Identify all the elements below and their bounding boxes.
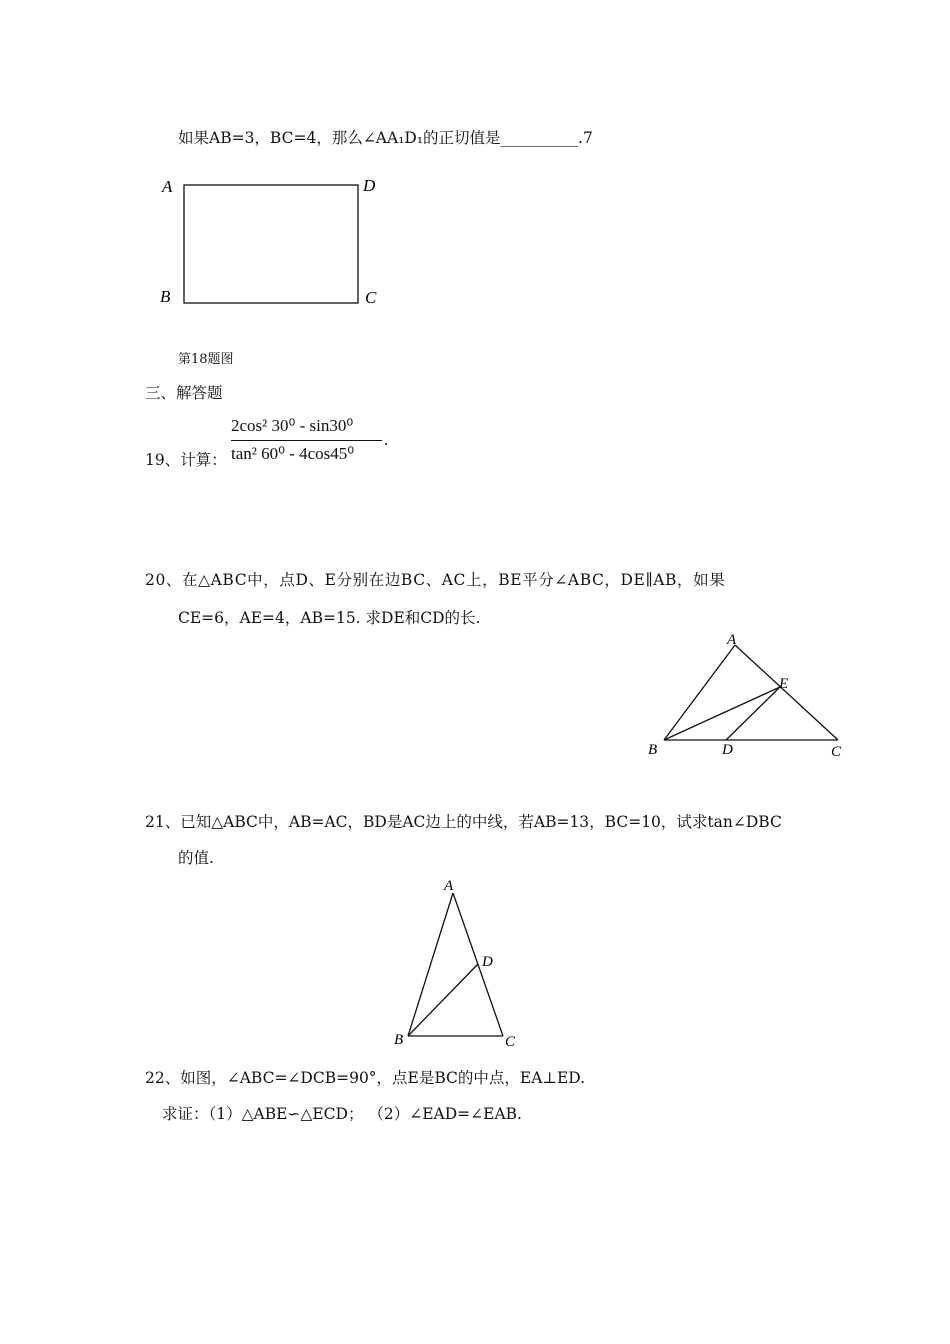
q21-line2: 的值. [178,849,214,867]
segment-be [664,687,780,740]
label-b: B [648,742,658,758]
q22-line2: 求证：（1）△ABE∽△ECD； （2）∠EAD=∠EAB. [162,1105,522,1123]
q19-numerator: 2cos² 30⁰ - sin30⁰ [231,416,354,435]
label-d: D [363,176,376,195]
fraction-bar [231,440,382,441]
label-a: A [727,632,737,648]
median-bd [408,964,478,1036]
side-ab [408,893,453,1036]
q20-line1: 20、在△ABC中，点D、E分别在边BC、AC上，BE平分∠ABC，DE∥AB，如果 [145,571,726,589]
label-c: C [505,1034,516,1046]
q19-denominator: tan² 60⁰ - 4cos45⁰ [231,444,355,463]
label-a: A [444,878,454,894]
q18-caption: 第18题图 [178,352,234,367]
label-d: D [482,954,493,970]
label-c: C [831,744,842,760]
label-d: D [722,742,733,758]
label-c: C [365,288,377,307]
q21-line1: 21、已知△ABC中，AB=AC，BD是AC边上的中线，若AB=13，BC=10，试求tan∠DBC [145,813,782,831]
section-title: 三、解答题 [145,384,223,402]
rectangle-abcd [184,185,358,303]
label-b: B [160,287,171,306]
side-ac [735,645,838,740]
q20-triangle-figure [640,632,870,762]
side-ab [664,645,735,740]
q18-text: 如果AB=3，BC=4，那么∠AA₁D₁的正切值是__________.7 [178,129,593,147]
q21-triangle-figure [385,876,525,1046]
label-e: E [779,676,789,692]
q18-rectangle-figure [150,170,390,310]
label-a: A [162,177,173,196]
label-b: B [394,1032,404,1046]
q19-prefix: 19、计算： [145,451,227,469]
segment-de [726,687,780,740]
q22-line1: 22、如图，∠ABC=∠DCB=90°，点E是BC的中点，EA⊥ED. [145,1069,586,1087]
q20-line2: CE=6，AE=4，AB=15. 求DE和CD的长. [178,609,481,627]
q19-suffix: . [384,430,389,449]
